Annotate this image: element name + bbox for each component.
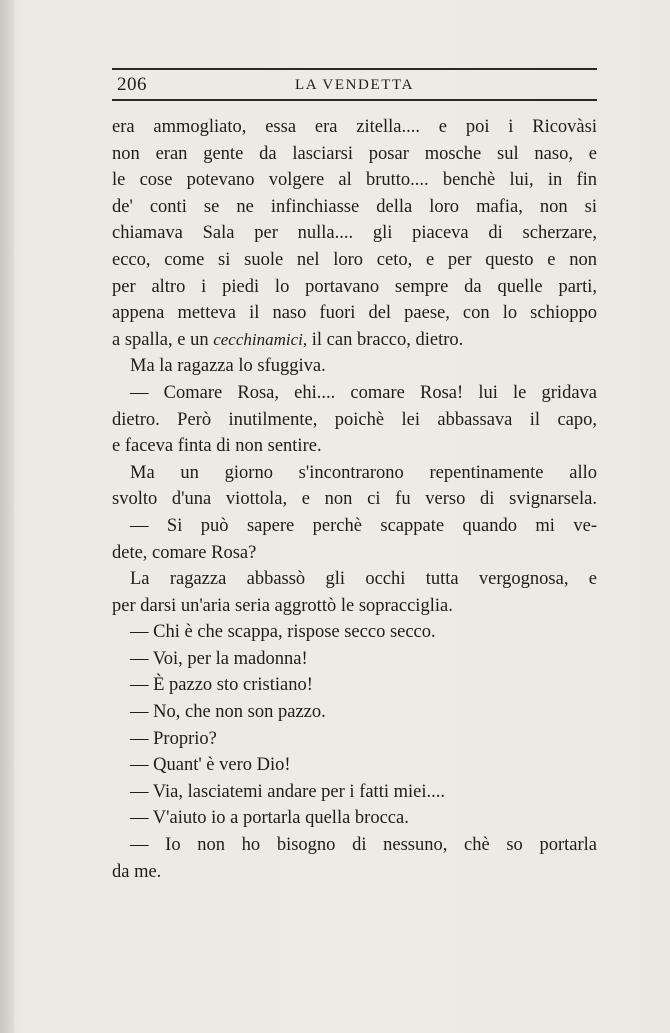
body-text bbox=[112, 114, 597, 885]
text-line: svolto d'una viottola, e non ci fu verso di svignarsela. bbox=[112, 489, 597, 510]
text-segment: il can bracco, dietro. bbox=[307, 329, 464, 350]
text-line: le cose potevano volgere al brutto.... benchè lui, in fin bbox=[112, 170, 597, 191]
dialogue-line: — No, che non son pazzo. bbox=[130, 702, 326, 723]
text-line: era ammogliato, essa era zitella.... e poi i Ricovàsi bbox=[112, 117, 597, 137]
header-rule-top bbox=[112, 68, 597, 70]
dialogue-line: — Proprio? bbox=[130, 728, 217, 749]
text-line: chiamava Sala per nulla.... gli piaceva di scherzare, bbox=[112, 223, 597, 244]
text-line-with-italic bbox=[112, 327, 597, 354]
text-line: de' conti se ne infinchiasse della loro mafia, non si bbox=[112, 196, 597, 217]
text-segment: a spalla, e un bbox=[112, 329, 214, 350]
dialogue-line: — Comare Rosa, ehi.... comare Rosa! lui le gridava bbox=[130, 382, 597, 403]
page-binding-edge bbox=[0, 0, 14, 1033]
header-rule-bottom bbox=[112, 99, 597, 101]
text-line: ecco, come si suole nel loro ceto, e per questo e non bbox=[112, 249, 597, 270]
text-line: non eran gente da lasciarsi posar mosche sul naso, e bbox=[112, 143, 597, 164]
dialogue-line: — Via, lasciatemi andare per i fatti miei.... bbox=[130, 781, 445, 802]
dialogue-line: — È pazzo sto cristiano! bbox=[130, 675, 313, 696]
text-line: dietro. Però inutilmente, poichè lei abbassava il capo, bbox=[112, 409, 597, 430]
paragraph-start-line: Ma un giorno s'incontrarono repentinamente allo bbox=[130, 462, 597, 483]
page-number: 206 bbox=[117, 74, 147, 95]
dialogue-line: — Si può sapere perchè scappate quando mi ve- bbox=[130, 515, 597, 536]
text-line: appena metteva il naso fuori del paese, con lo schioppo bbox=[112, 303, 597, 324]
italic-term: cecchinamici, bbox=[213, 329, 308, 349]
text-line: per altro i piedi lo portavano sempre da quelle parti, bbox=[112, 276, 597, 297]
text-line: e faceva finta di non sentire. bbox=[112, 436, 322, 457]
text-line: per darsi un'aria seria aggrottò le sopracciglia. bbox=[112, 595, 453, 616]
text-line: dete, comare Rosa? bbox=[112, 542, 257, 563]
paragraph-start-line: La ragazza abbassò gli occhi tutta vergognosa, e bbox=[130, 569, 597, 590]
dialogue-line: — V'aiuto io a portarla quella brocca. bbox=[130, 808, 409, 829]
paragraph-start-line: Ma la ragazza lo sfuggiva. bbox=[130, 356, 326, 377]
dialogue-line: — Quant' è vero Dio! bbox=[130, 755, 291, 776]
dialogue-line: — Voi, per la madonna! bbox=[130, 648, 308, 669]
running-title: LA VENDETTA bbox=[294, 77, 415, 93]
dialogue-line: — Io non ho bisogno di nessuno, chè so portarla bbox=[130, 835, 597, 856]
dialogue-line: — Chi è che scappa, rispose secco secco. bbox=[130, 622, 436, 643]
text-line: da me. bbox=[112, 861, 162, 882]
page-header bbox=[112, 74, 597, 98]
